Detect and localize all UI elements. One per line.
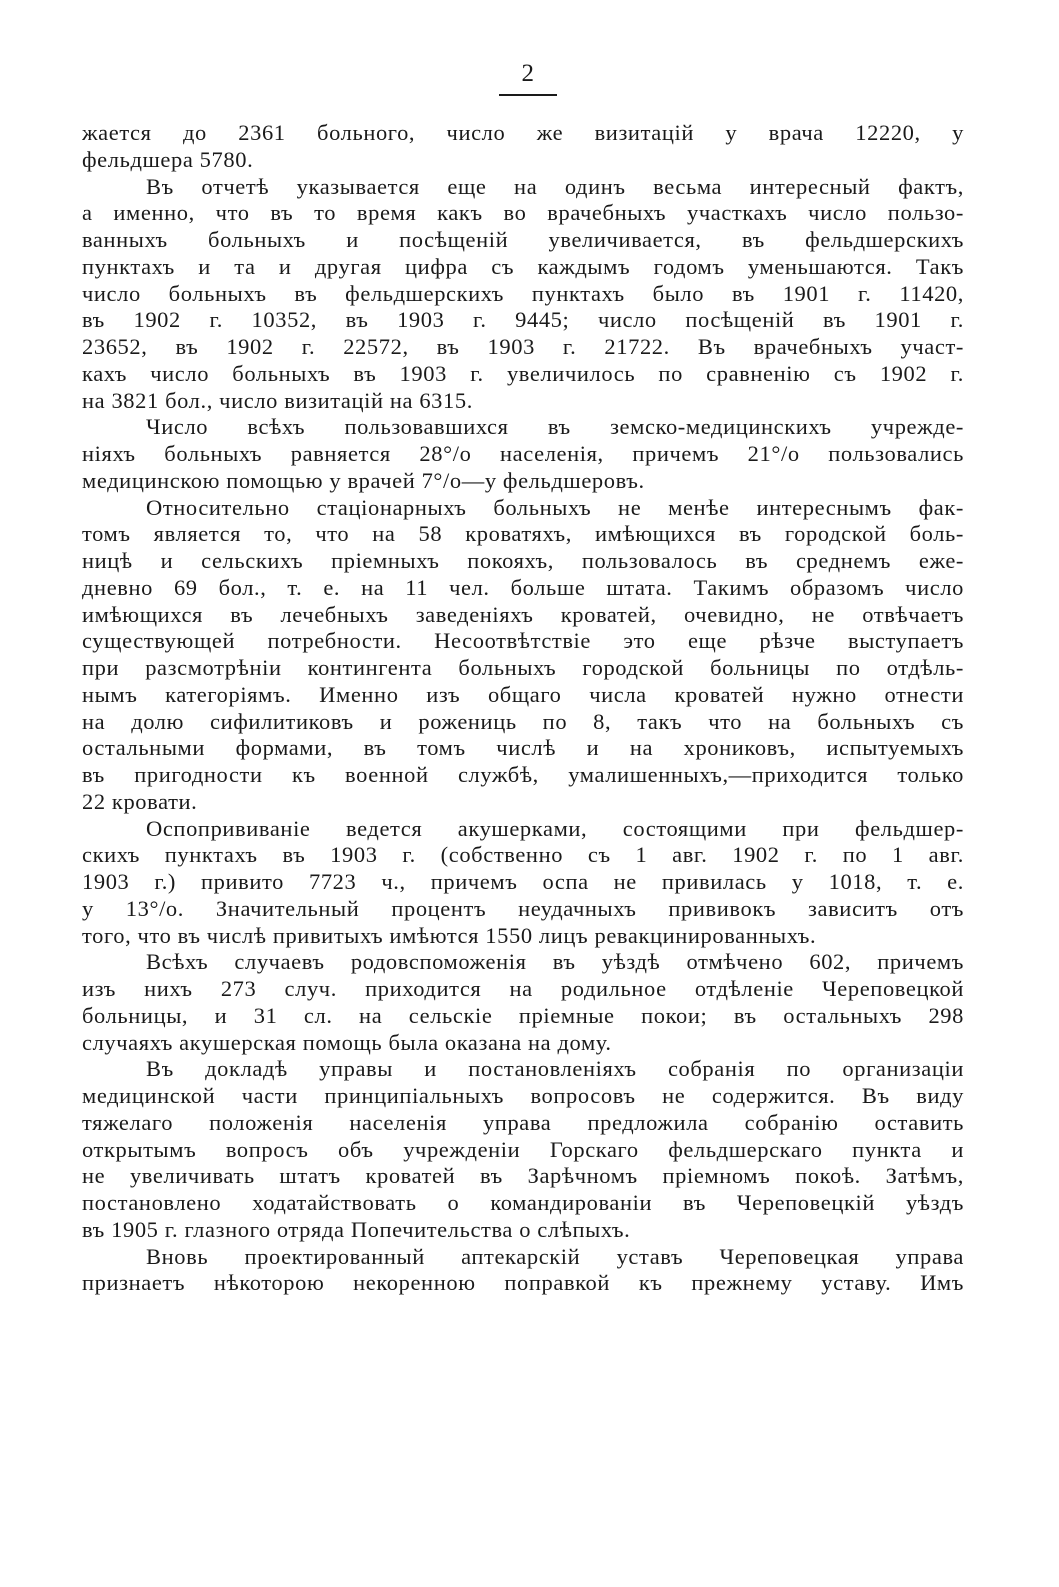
text-line: 23652, въ 1902 г. 22572, въ 1903 г. 21722. Въ врачебныхъ участ- [82, 334, 964, 359]
text-line: скихъ пунктахъ въ 1903 г. (собственно съ 1 авг. 1902 г. по 1 авг. [82, 842, 964, 868]
paragraph [82, 949, 964, 1056]
text-line: изъ нихъ 273 случ. приходится на родильное отдѣленіе Череповецкой [82, 976, 964, 1001]
page-number: 2 [521, 60, 535, 87]
text-line: а именно, что въ то время какъ во врачебныхъ участкахъ число пользо- [82, 200, 964, 226]
text-line: на долю сифилитиковъ и рожениць по 8, такъ что на больныхъ съ [82, 708, 964, 734]
paragraph [82, 174, 964, 415]
text-line: у 13°/о. Значительный процентъ неудачныхъ прививокъ зависитъ отъ [82, 895, 964, 921]
text-line: пунктахъ и та и другая цифра съ каждымъ годомъ уменьшаются. Такъ [82, 253, 964, 279]
text-line: постановлено ходатайствовать о командированіи въ Череповецкій уѣздъ [82, 1190, 964, 1215]
text-line: Относительно стаціонарныхъ больныхъ не менѣе интереснымъ фак- [146, 494, 964, 520]
text-line: Оспопрививаніе ведется акушерками, состоящими при фельдшер- [146, 815, 964, 841]
text-line: того, что въ числѣ привитыхъ имѣются 1550 лицъ ревакцинированныхъ. [82, 922, 817, 948]
text-line: кахъ число больныхъ въ 1903 г. увеличилось по сравненію съ 1902 г. [82, 360, 964, 386]
text-line: въ пригодности къ военной службѣ, умалишенныхъ,—приходится только [82, 762, 964, 787]
text-line: нымъ категоріямъ. Именно изъ общаго числа кроватей нужно отнести [82, 681, 964, 707]
paragraph [82, 414, 964, 494]
body-text [82, 120, 964, 1297]
paragraph [82, 1244, 964, 1298]
text-line: на 3821 бол., число визитацій на 6315. [82, 387, 473, 413]
text-line: имѣющихся въ лечебныхъ заведеніяхъ кроватей, очевидно, не отвѣчаетъ [82, 601, 964, 627]
text-line: фельдшера 5780. [82, 146, 254, 172]
text-line: дневно 69 бол., т. е. на 11 чел. больше штата. Такимъ образомъ число [82, 574, 964, 600]
paragraph [82, 816, 964, 950]
text-line: Вновь проектированный аптекарскій уставъ Череповецкая управа [146, 1243, 964, 1269]
page-number-rule [499, 94, 557, 96]
text-line: не увеличивать штатъ кроватей въ Зарѣчномъ пріемномъ покоѣ. Затѣмъ, [82, 1163, 964, 1189]
text-line: существующей потребности. Несоотвѣтствіе это еще рѣзче выступаетъ [82, 628, 964, 654]
paragraph [82, 495, 964, 816]
paragraph [82, 120, 964, 174]
text-line: ніяхъ больныхъ равняется 28°/о населенія, причемъ 21°/о пользовались [82, 441, 964, 466]
text-line: въ 1902 г. 10352, въ 1903 г. 9445; число посѣщеній въ 1901 г. [82, 307, 964, 333]
text-line: ванныхъ больныхъ и посѣщеній увеличивается, въ фельдшерскихъ [82, 227, 964, 252]
text-line: число больныхъ въ фельдшерскихъ пунктахъ было въ 1901 г. 11420, [82, 280, 964, 306]
text-line: остальными формами, въ томъ числѣ и на хрониковъ, испытуемыхъ [82, 735, 964, 761]
text-line: Всѣхъ случаевъ родовспоможенія въ уѣздѣ отмѣчено 602, причемъ [146, 949, 964, 975]
text-line: случаяхъ акушерская помощь была оказана на дому. [82, 1029, 612, 1055]
text-line: больницы, и 31 сл. на сельскіе пріемные покои; въ остальныхъ 298 [82, 1002, 964, 1028]
paragraph [82, 1056, 964, 1243]
text-line: ницѣ и сельскихъ пріемныхъ покояхъ, пользовалось въ среднемъ еже- [82, 548, 964, 573]
text-line: 22 кровати. [82, 788, 198, 814]
text-line: медицинской части принципіальныхъ вопросовъ не содержится. Въ виду [82, 1083, 964, 1108]
text-line: тяжелаго положенія населенія управа предложила собранію оставить [82, 1109, 964, 1135]
text-line: Въ докладѣ управы и постановленіяхъ собранія по организаціи [146, 1056, 964, 1082]
text-line: Въ отчетѣ указывается еще на одинъ весьма интересный фактъ, [146, 173, 964, 199]
text-line: признаетъ нѣкоторою некоренною поправкой къ прежнему уставу. Имъ [82, 1270, 964, 1296]
text-line: въ 1905 г. глазного отряда Попечительства о слѣпыхъ. [82, 1216, 631, 1242]
text-line: медицинскою помощью у врачей 7°/о—у фельдшеровъ. [82, 467, 645, 493]
text-line: при разсмотрѣніи контингента больныхъ городской больницы по отдѣль- [82, 655, 964, 680]
text-line: 1903 г.) привито 7723 ч., причемъ оспа не привилась у 1018, т. е. [82, 869, 964, 894]
text-line: открытымъ вопросъ объ учрежденіи Горскаго фельдшерскаго пункта и [82, 1136, 964, 1162]
text-line: томъ является то, что на 58 кроватяхъ, имѣющихся въ городской боль- [82, 521, 964, 547]
text-line: жается до 2361 больного, число же визитацій у врача 12220, у [82, 120, 964, 145]
text-line: Число всѣхъ пользовавшихся въ земско-медицинскихъ учрежде- [146, 414, 964, 440]
